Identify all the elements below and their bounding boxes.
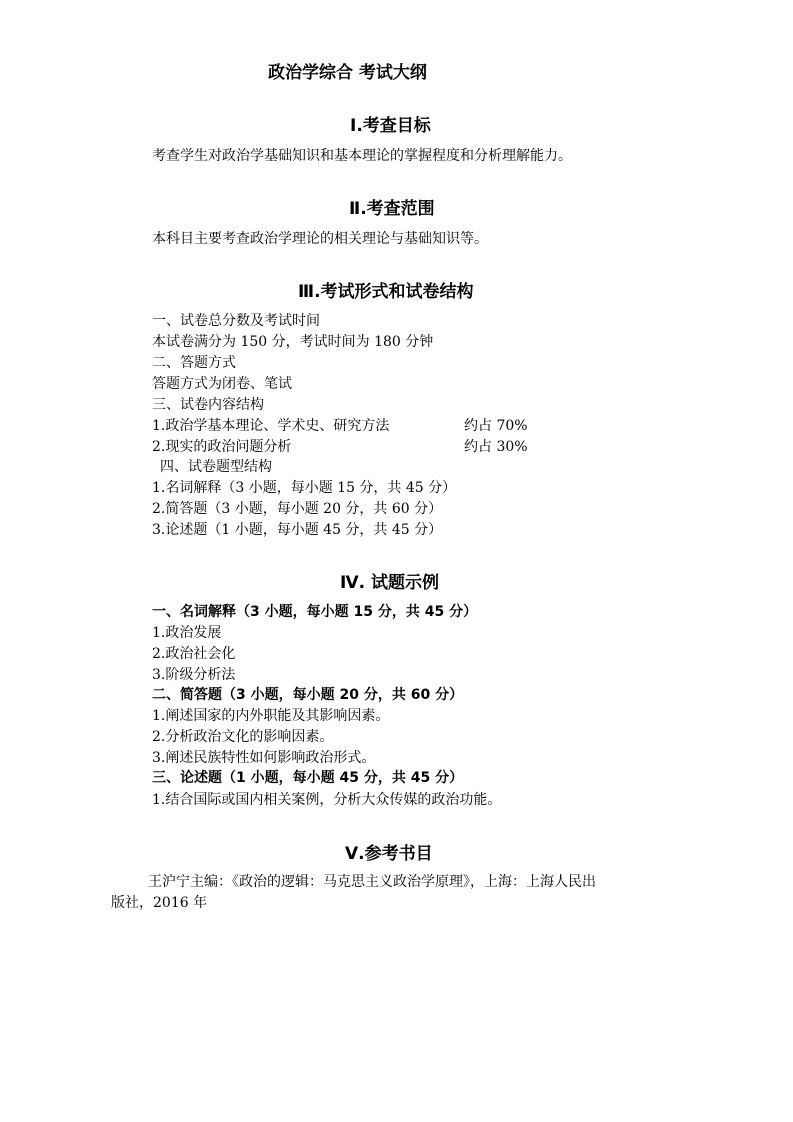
section-1-heading: Ⅰ.考查目标 bbox=[350, 116, 431, 136]
section-5-heading: Ⅴ.参考书目 bbox=[345, 844, 433, 864]
exam-score-text: 本试卷满分为 150 分，考试时间为 180 分钟 bbox=[152, 334, 434, 350]
answer-mode-heading: 二、答题方式 bbox=[152, 355, 236, 371]
question-types-heading: 四、试卷题型结构 bbox=[160, 459, 272, 475]
example-item: 3.阐述民族特性如何影响政治形式。 bbox=[152, 750, 376, 766]
question-type-line: 3.论述题（1 小题，每小题 45 分，共 45 分） bbox=[152, 522, 443, 538]
exam-score-heading: 一、试卷总分数及考试时间 bbox=[152, 313, 320, 329]
reference-line-2: 版社，2016 年 bbox=[111, 895, 208, 911]
example-item: 1.结合国际或国内相关案例，分析大众传媒的政治功能。 bbox=[152, 792, 502, 808]
content-row-item: 2.现实的政治问题分析 bbox=[152, 439, 292, 455]
example-item: 1.阐述国家的内外职能及其影响因素。 bbox=[152, 708, 390, 724]
section-2-body: 本科目主要考查政治学理论的相关理论与基础知识等。 bbox=[152, 231, 488, 247]
document-title: 政治学综合 考试大纲 bbox=[268, 63, 427, 83]
section-3-heading: Ⅲ.考试形式和试卷结构 bbox=[298, 282, 474, 302]
question-type-line: 2.简答题（3 小题，每小题 20 分，共 60 分） bbox=[152, 501, 443, 517]
example-item: 2.政治社会化 bbox=[152, 646, 236, 662]
example-part-title: 二、简答题（3 小题，每小题 20 分，共 60 分） bbox=[152, 687, 464, 703]
example-item: 1.政治发展 bbox=[152, 625, 222, 641]
example-item: 2.分析政治文化的影响因素。 bbox=[152, 729, 334, 745]
content-structure-heading: 三、试卷内容结构 bbox=[152, 397, 264, 413]
example-part-title: 三、论述题（1 小题，每小题 45 分，共 45 分） bbox=[152, 770, 464, 786]
reference-line-1: 王沪宁主编：《政治的逻辑：马克思主义政治学原理》，上海：上海人民出 bbox=[148, 874, 596, 890]
question-type-line: 1.名词解释（3 小题，每小题 15 分，共 45 分） bbox=[152, 480, 457, 496]
content-row-share: 约占 30% bbox=[464, 439, 528, 455]
example-part-title: 一、名词解释（3 小题，每小题 15 分，共 45 分） bbox=[152, 604, 478, 620]
section-1-body: 考查学生对政治学基础知识和基本理论的掌握程度和分析理解能力。 bbox=[152, 148, 572, 164]
section-2-heading: Ⅱ.考查范围 bbox=[349, 199, 435, 219]
section-4-heading: Ⅳ. 试题示例 bbox=[340, 573, 440, 593]
answer-mode-text: 答题方式为闭卷、笔试 bbox=[152, 376, 292, 392]
content-row-item: 1.政治学基本理论、学术史、研究方法 bbox=[152, 418, 390, 434]
example-item: 3.阶级分析法 bbox=[152, 667, 236, 683]
content-row-share: 约占 70% bbox=[464, 418, 528, 434]
